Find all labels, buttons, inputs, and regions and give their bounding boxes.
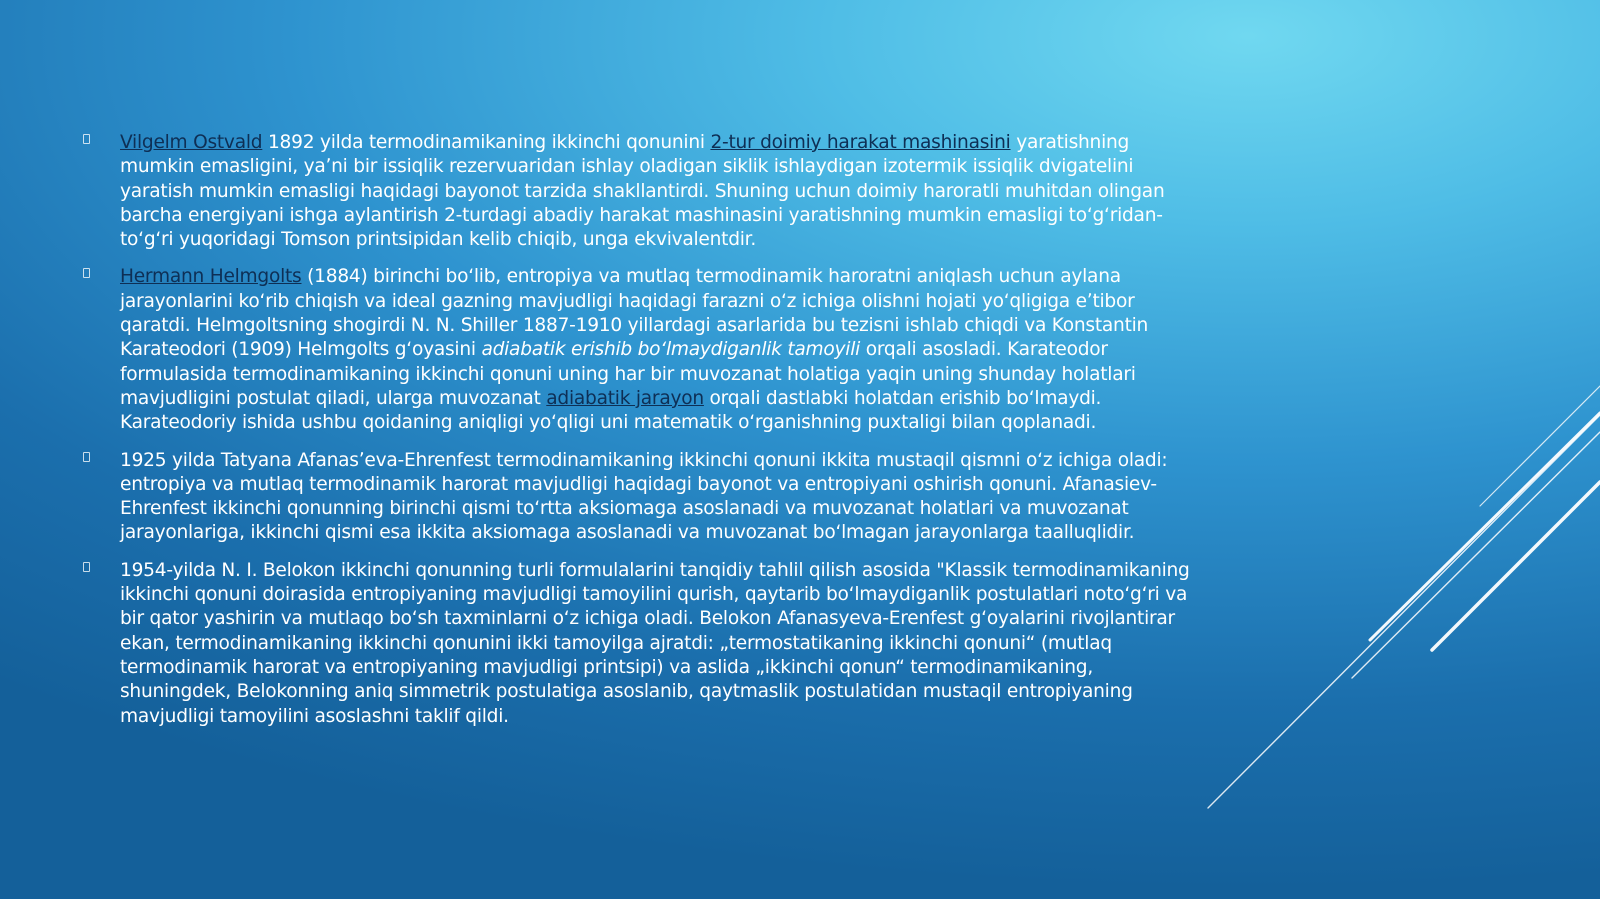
bullet-text: 1925 yilda Tatyana Afanasʼeva-Ehrenfest termodinamikaning ikkinchi qonuni ikkita mustaqil qismni oʻz ichiga oladi: entropiya va mutlaq termodinamik harorat mavjudligi haqidagi bayonot va entropiyani oshirish qonuni. Afanasiev-Ehrenfest ikkinchi qonunning birinchi qismi toʻrtta aksiomaga asoslanadi va muvozanat holatlari va muvozanat jarayonlariga, ikkinchi qismi esa ikkita aksiomaga asoslanadi va muvozanat boʻlmagan jarayonlarga taalluqlidir. bbox=[120, 449, 1168, 544]
link-hermann-helmgolts[interactable]: Hermann Helmgolts bbox=[120, 266, 302, 288]
bullet-text: 1954-yilda N. I. Belokon ikkinchi qonunning turli formulalarini tanqidiy tahlil qilish asosida "Klassik termodinamikaning ikkinchi qonuni doirasida entropiyaning mavjudligi tamoyilini qurish, qaytarib boʻlmaydiganlik postulatlari notoʻgʻri va bir qator yashirin va mutlaqo boʻsh taxminlarni oʻz ichiga oladi. Belokon Afanasyeva-Erenfest gʻoyalarini rivojlantirar ekan, termodinamikaning ikkinchi qonunini ikki tamoyilga ajratdi: „termostatikaning ikkinchi qonuni“ (mutlaq termodinamik harorat va entropiyaning mavjudligi printsipi) va aslida „ikkinchi qonun“ termodinamikaning, shuningdek, Belokonning aniq simmetrik postulatiga asoslanib, qaytmaslik postulatidan mustaqil entropiyaning mavjudligi tamoyilini asoslashni taklif qildi. bbox=[120, 559, 1190, 727]
link-vilgelm-ostvald[interactable]: Vilgelm Ostvald bbox=[120, 132, 263, 153]
link-adiabatic-process[interactable]: adiabatik jarayon bbox=[546, 387, 704, 409]
bullet-item-2 bbox=[82, 265, 1202, 435]
link-perpetual-motion-machine[interactable]: 2-tur doimiy harakat mashinasini bbox=[710, 132, 1011, 153]
bullet-item-3 bbox=[82, 449, 1202, 546]
deco-line-4 bbox=[1432, 482, 1600, 650]
italic-term: adiabatik erishib boʻlmaydiganlik tamoyili bbox=[481, 339, 861, 361]
bullet-text: 1892 yilda termodinamikaning ikkinchi qonunini bbox=[262, 132, 711, 153]
bullet-marker-icon bbox=[82, 267, 90, 279]
bullet-marker-icon bbox=[82, 133, 90, 145]
deco-line-1 bbox=[1208, 415, 1600, 808]
bullet-text: (1884) birinchi boʻlib, entropiya va mutlaq termodinamik haroratni aniqlash uchun aylana jarayonlarini koʻrib chiqish va ideal gazning mavjudligi haqidagi farazni oʻz ichiga olishni hojati yoʻqligiga eʼtibor qaratdi. Helmgoltsning shogirdi N. N. Shiller 1887-1910 yillardagi asarlarida bu tezisni ishlab chiqdi va Konstantin Karateodori (1909) Helmgolts gʻoyasini bbox=[120, 266, 1149, 361]
bullet-marker-icon bbox=[82, 561, 90, 573]
deco-line-2 bbox=[1352, 432, 1600, 678]
bullet-marker-icon bbox=[82, 451, 90, 463]
bullet-text: yaratishning mumkin emasligini, yaʼni bir issiqlik rezervuaridan ishlay oladigan siklik ishlaydigan izotermik issiqlik dvigatelini yaratish mumkin emasligi haqidagi bayonot tarzida shakllantirdi. Shuning uchun doimiy haroratli muhitdan olingan barcha energiyani ishga aylantirish 2-turdagi abadiy harakat mashinasini yaratishning mumkin emasligi toʻgʻridan-toʻgʻri yuqoridagi Tomson printsipidan kelib chiqib, unga ekvivalentdir. bbox=[120, 132, 1165, 251]
bullet-text: orqali asosladi. Karateodor formulasida termodinamikaning ikkinchi qonuni uning har bir muvozanat holatiga yaqin uning shunday holatlari mavjudligini postulat qiladi, ularga muvozanat bbox=[120, 339, 1136, 409]
deco-line-3 bbox=[1370, 413, 1600, 640]
bullet-text: orqali dastlabki holatdan erishib boʻlmaydi. Karateodoriy ishida ushbu qoidaning aniqligi yoʻqligi uni matematik oʻrganishning puxtaligi bilan qoplanadi. bbox=[120, 387, 1102, 434]
deco-line-5 bbox=[1480, 386, 1600, 506]
bullet-item-1 bbox=[82, 131, 1202, 252]
slide-body bbox=[82, 131, 1202, 742]
bullet-item-4 bbox=[82, 559, 1202, 729]
